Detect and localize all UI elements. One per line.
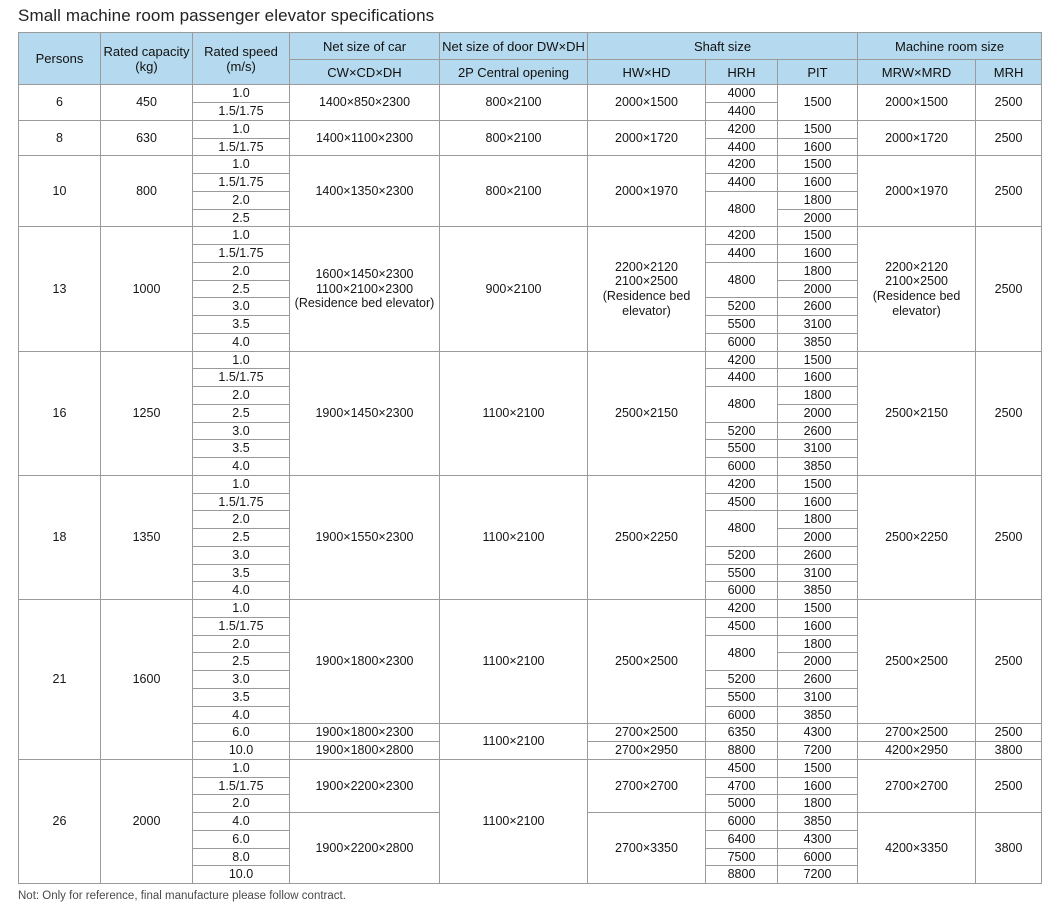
table-row <box>19 600 1042 618</box>
page-title: Small machine room passenger elevator specifications <box>18 6 435 25</box>
cell-rated-speed: 3.5 <box>193 316 290 334</box>
cell-shaft-pit: 2000 <box>778 404 858 422</box>
cell-shaft-pit: 1600 <box>778 138 858 156</box>
table-container <box>0 32 1059 884</box>
cell-rated-capacity: 800 <box>101 156 193 227</box>
cell-mrw-mrd: 2000×1970 <box>858 156 976 227</box>
cell-shaft-hrh: 8800 <box>706 866 778 884</box>
cell-persons: 10 <box>19 156 101 227</box>
cell-net-size-of-door: 900×2100 <box>440 227 588 351</box>
cell-net-size-of-door: 1100×2100 <box>440 724 588 760</box>
cell-mrw-mrd: 2500×2250 <box>858 475 976 599</box>
cell-shaft-pit: 1500 <box>778 351 858 369</box>
cell-shaft-pit: 1500 <box>778 156 858 174</box>
cell-shaft-pit: 1500 <box>778 120 858 138</box>
cell-shaft-hrh: 4200 <box>706 351 778 369</box>
cell-persons: 26 <box>19 759 101 883</box>
cell-shaft-pit: 2000 <box>778 280 858 298</box>
cell-mrh: 3800 <box>976 742 1042 760</box>
cell-mrw-mrd-line: 2100×2500 <box>885 274 948 289</box>
cell-rated-speed: 1.0 <box>193 475 290 493</box>
cell-rated-capacity: 1600 <box>101 600 193 760</box>
cell-shaft-hrh: 4200 <box>706 600 778 618</box>
cell-shaft-hrh: 4200 <box>706 227 778 245</box>
cell-shaft-pit: 1500 <box>778 600 858 618</box>
cell-shaft-hw-hd-line: 2100×2500 <box>615 274 678 289</box>
cell-shaft-hrh: 6000 <box>706 706 778 724</box>
column-header-rated-speed <box>193 33 290 85</box>
table-header <box>19 33 1042 85</box>
cell-shaft-hrh: 4800 <box>706 511 778 547</box>
cell-shaft-pit: 1800 <box>778 795 858 813</box>
cell-shaft-hrh: 5500 <box>706 440 778 458</box>
cell-shaft-hw-hd-line: elevator) <box>622 303 671 318</box>
cell-mrw-mrd-line: (Residence bed <box>872 289 961 304</box>
cell-shaft-hrh: 6000 <box>706 582 778 600</box>
cell-shaft-hrh: 4400 <box>706 174 778 192</box>
cell-mrh: 2500 <box>976 475 1042 599</box>
cell-shaft-pit: 3100 <box>778 440 858 458</box>
cell-mrw-mrd: 4200×3350 <box>858 813 976 884</box>
cell-shaft-pit: 3100 <box>778 688 858 706</box>
cell-net-size-of-door: 800×2100 <box>440 120 588 156</box>
cell-shaft-hw-hd-line: (Residence bed <box>602 289 691 304</box>
cell-rated-speed: 4.0 <box>193 333 290 351</box>
cell-shaft-pit: 2000 <box>778 209 858 227</box>
cell-rated-speed: 3.5 <box>193 688 290 706</box>
elevator-specifications-table <box>18 32 1042 884</box>
cell-shaft-hrh: 4400 <box>706 245 778 263</box>
cell-net-size-of-car: 1900×1800×2800 <box>290 742 440 760</box>
cell-mrw-mrd: 2500×2150 <box>858 351 976 475</box>
cell-shaft-pit: 7200 <box>778 742 858 760</box>
cell-shaft-hrh: 4200 <box>706 475 778 493</box>
cell-shaft-pit: 1500 <box>778 759 858 777</box>
cell-shaft-hrh: 5200 <box>706 546 778 564</box>
cell-net-size-of-door: 800×2100 <box>440 85 588 121</box>
cell-shaft-hw-hd: 2500×2250 <box>588 475 706 599</box>
cell-shaft-pit: 3850 <box>778 813 858 831</box>
cell-mrh: 2500 <box>976 120 1042 156</box>
cell-rated-speed: 10.0 <box>193 742 290 760</box>
rated-capacity-label: Rated capacity <box>103 43 190 59</box>
cell-net-size-of-car-line: 1600×1450×2300 <box>315 266 414 281</box>
cell-rated-speed: 6.0 <box>193 830 290 848</box>
cell-rated-speed: 1.5/1.75 <box>193 617 290 635</box>
cell-rated-speed: 1.0 <box>193 85 290 103</box>
cell-shaft-pit: 1600 <box>778 245 858 263</box>
cell-shaft-pit: 2600 <box>778 298 858 316</box>
column-header-car-dimensions: CW×CD×DH <box>290 60 440 85</box>
cell-shaft-hrh: 6000 <box>706 333 778 351</box>
column-header-net-size-of-door: Net size of door DW×DH <box>440 33 588 60</box>
cell-rated-speed: 4.0 <box>193 706 290 724</box>
cell-mrw-mrd: 2000×1720 <box>858 120 976 156</box>
cell-shaft-hrh: 6350 <box>706 724 778 742</box>
cell-rated-speed: 1.0 <box>193 120 290 138</box>
cell-shaft-hw-hd: 2500×2150 <box>588 351 706 475</box>
cell-shaft-hrh: 5200 <box>706 422 778 440</box>
cell-persons: 6 <box>19 85 101 121</box>
cell-rated-speed: 1.0 <box>193 351 290 369</box>
table-row <box>19 120 1042 138</box>
column-header-mrw-mrd: MRW×MRD <box>858 60 976 85</box>
cell-shaft-hrh: 8800 <box>706 742 778 760</box>
cell-rated-capacity: 1000 <box>101 227 193 351</box>
cell-shaft-pit: 1500 <box>778 475 858 493</box>
cell-shaft-hrh: 6400 <box>706 830 778 848</box>
cell-mrh: 3800 <box>976 813 1042 884</box>
cell-shaft-hrh: 4800 <box>706 387 778 423</box>
cell-persons: 13 <box>19 227 101 351</box>
cell-shaft-hrh: 5500 <box>706 688 778 706</box>
cell-shaft-hrh: 5500 <box>706 564 778 582</box>
cell-shaft-hrh: 4500 <box>706 493 778 511</box>
cell-shaft-hrh: 4800 <box>706 191 778 227</box>
cell-mrh: 2500 <box>976 351 1042 475</box>
cell-net-size-of-door: 1100×2100 <box>440 759 588 883</box>
cell-mrw-mrd-line: elevator) <box>892 303 941 318</box>
cell-rated-speed: 3.0 <box>193 422 290 440</box>
table-row <box>19 156 1042 174</box>
cell-rated-speed: 2.0 <box>193 262 290 280</box>
cell-rated-speed: 2.0 <box>193 387 290 405</box>
cell-net-size-of-car: 1400×850×2300 <box>290 85 440 121</box>
cell-shaft-hw-hd: 2500×2500 <box>588 600 706 724</box>
cell-net-size-of-car-line: (Residence bed elevator) <box>294 296 435 311</box>
column-header-pit: PIT <box>778 60 858 85</box>
cell-shaft-hrh: 4500 <box>706 617 778 635</box>
cell-net-size-of-car: 1900×2200×2800 <box>290 813 440 884</box>
cell-rated-speed: 2.5 <box>193 209 290 227</box>
cell-shaft-pit: 2600 <box>778 671 858 689</box>
cell-rated-capacity: 630 <box>101 120 193 156</box>
cell-rated-speed: 3.5 <box>193 564 290 582</box>
cell-shaft-hrh: 4500 <box>706 759 778 777</box>
cell-rated-speed: 1.5/1.75 <box>193 777 290 795</box>
cell-mrw-mrd: 4200×2950 <box>858 742 976 760</box>
cell-shaft-hw-hd: 2000×1500 <box>588 85 706 121</box>
cell-rated-speed: 2.5 <box>193 653 290 671</box>
table-footnote: Not: Only for reference, final manufacture please follow contract. <box>18 890 346 902</box>
cell-rated-speed: 2.5 <box>193 404 290 422</box>
cell-shaft-pit: 2000 <box>778 529 858 547</box>
table-row <box>19 475 1042 493</box>
cell-persons: 18 <box>19 475 101 599</box>
cell-shaft-pit: 1600 <box>778 617 858 635</box>
cell-rated-speed: 4.0 <box>193 813 290 831</box>
cell-shaft-pit: 1600 <box>778 777 858 795</box>
cell-shaft-hw-hd: 2700×2950 <box>588 742 706 760</box>
column-header-door-opening-type: 2P Central opening <box>440 60 588 85</box>
cell-rated-capacity: 450 <box>101 85 193 121</box>
cell-shaft-hw-hd: 2000×1970 <box>588 156 706 227</box>
cell-mrh: 2500 <box>976 724 1042 742</box>
cell-rated-speed: 2.0 <box>193 635 290 653</box>
cell-shaft-pit: 3850 <box>778 333 858 351</box>
cell-shaft-hrh: 4800 <box>706 635 778 671</box>
cell-net-size-of-car: 1400×1100×2300 <box>290 120 440 156</box>
cell-rated-speed: 2.5 <box>193 280 290 298</box>
table-row <box>19 351 1042 369</box>
cell-net-size-of-door: 800×2100 <box>440 156 588 227</box>
cell-shaft-hw-hd-line: 2200×2120 <box>615 259 678 274</box>
table-body <box>19 85 1042 884</box>
column-header-rated-capacity <box>101 33 193 85</box>
cell-rated-speed: 3.5 <box>193 440 290 458</box>
cell-shaft-hrh: 5200 <box>706 671 778 689</box>
cell-rated-speed: 1.5/1.75 <box>193 369 290 387</box>
cell-shaft-hrh: 4200 <box>706 120 778 138</box>
cell-rated-speed: 3.0 <box>193 546 290 564</box>
cell-shaft-hrh: 4400 <box>706 369 778 387</box>
cell-shaft-hw-hd <box>588 227 706 351</box>
cell-rated-speed: 1.5/1.75 <box>193 174 290 192</box>
cell-shaft-pit: 3850 <box>778 582 858 600</box>
cell-shaft-hrh: 4800 <box>706 262 778 298</box>
rated-speed-label: Rated speed <box>204 43 278 59</box>
rated-capacity-unit: (kg) <box>135 58 158 74</box>
cell-shaft-pit: 1600 <box>778 369 858 387</box>
cell-rated-speed: 10.0 <box>193 866 290 884</box>
cell-mrh: 2500 <box>976 600 1042 724</box>
cell-shaft-pit: 1800 <box>778 387 858 405</box>
cell-rated-speed: 1.0 <box>193 759 290 777</box>
cell-net-size-of-car-line: 1100×2100×2300 <box>315 281 414 296</box>
cell-rated-speed: 3.0 <box>193 298 290 316</box>
cell-mrw-mrd: 2000×1500 <box>858 85 976 121</box>
cell-shaft-hrh: 4400 <box>706 103 778 121</box>
cell-shaft-pit: 1800 <box>778 511 858 529</box>
cell-persons: 16 <box>19 351 101 475</box>
column-header-net-size-of-car: Net size of car <box>290 33 440 60</box>
cell-shaft-hw-hd: 2700×2500 <box>588 724 706 742</box>
cell-shaft-hrh: 6000 <box>706 813 778 831</box>
cell-mrw-mrd <box>858 227 976 351</box>
cell-shaft-pit: 3850 <box>778 706 858 724</box>
cell-rated-speed: 6.0 <box>193 724 290 742</box>
cell-shaft-pit: 1600 <box>778 493 858 511</box>
cell-shaft-hw-hd: 2700×2700 <box>588 759 706 812</box>
cell-shaft-hrh: 7500 <box>706 848 778 866</box>
cell-shaft-hrh: 4200 <box>706 156 778 174</box>
cell-rated-speed: 2.0 <box>193 511 290 529</box>
column-header-machine-room-size: Machine room size <box>858 33 1042 60</box>
cell-rated-speed: 4.0 <box>193 582 290 600</box>
cell-mrw-mrd: 2700×2700 <box>858 759 976 812</box>
cell-rated-speed: 1.0 <box>193 227 290 245</box>
cell-mrh: 2500 <box>976 227 1042 351</box>
cell-shaft-hrh: 5200 <box>706 298 778 316</box>
cell-net-size-of-car: 1900×1550×2300 <box>290 475 440 599</box>
cell-shaft-hrh: 4000 <box>706 85 778 103</box>
cell-rated-capacity: 1250 <box>101 351 193 475</box>
header-row-primary <box>19 33 1042 60</box>
cell-net-size-of-door: 1100×2100 <box>440 600 588 724</box>
cell-rated-speed: 8.0 <box>193 848 290 866</box>
table-row <box>19 759 1042 777</box>
cell-net-size-of-car: 1900×1800×2300 <box>290 724 440 742</box>
cell-net-size-of-car: 1900×1800×2300 <box>290 600 440 724</box>
cell-mrh: 2500 <box>976 85 1042 121</box>
cell-shaft-pit: 1600 <box>778 174 858 192</box>
cell-shaft-hrh: 4400 <box>706 138 778 156</box>
cell-shaft-pit: 7200 <box>778 866 858 884</box>
cell-rated-speed: 1.5/1.75 <box>193 245 290 263</box>
cell-shaft-pit: 2600 <box>778 546 858 564</box>
table-row <box>19 85 1042 103</box>
cell-mrw-mrd: 2700×2500 <box>858 724 976 742</box>
cell-rated-speed: 1.0 <box>193 600 290 618</box>
cell-persons: 8 <box>19 120 101 156</box>
cell-mrh: 2500 <box>976 156 1042 227</box>
cell-rated-speed: 4.0 <box>193 458 290 476</box>
cell-net-size-of-car: 1900×1450×2300 <box>290 351 440 475</box>
cell-shaft-pit: 6000 <box>778 848 858 866</box>
cell-rated-speed: 2.0 <box>193 191 290 209</box>
cell-shaft-pit: 4300 <box>778 724 858 742</box>
column-header-shaft-size: Shaft size <box>588 33 858 60</box>
cell-rated-speed: 2.0 <box>193 795 290 813</box>
cell-shaft-pit: 1500 <box>778 85 858 121</box>
cell-rated-speed: 1.5/1.75 <box>193 138 290 156</box>
cell-shaft-pit: 3100 <box>778 316 858 334</box>
cell-shaft-hw-hd: 2000×1720 <box>588 120 706 156</box>
cell-rated-speed: 1.0 <box>193 156 290 174</box>
cell-shaft-hrh: 5500 <box>706 316 778 334</box>
cell-shaft-hrh: 6000 <box>706 458 778 476</box>
cell-shaft-pit: 2600 <box>778 422 858 440</box>
rated-speed-unit: (m/s) <box>226 58 256 74</box>
table-row <box>19 227 1042 245</box>
cell-shaft-pit: 1800 <box>778 635 858 653</box>
cell-shaft-pit: 2000 <box>778 653 858 671</box>
cell-rated-capacity: 2000 <box>101 759 193 883</box>
cell-net-size-of-car: 1400×1350×2300 <box>290 156 440 227</box>
cell-rated-capacity: 1350 <box>101 475 193 599</box>
cell-mrh: 2500 <box>976 759 1042 812</box>
cell-net-size-of-door: 1100×2100 <box>440 351 588 475</box>
cell-shaft-pit: 1500 <box>778 227 858 245</box>
column-header-mrh: MRH <box>976 60 1042 85</box>
cell-shaft-pit: 1800 <box>778 262 858 280</box>
column-header-persons: Persons <box>19 33 101 85</box>
cell-mrw-mrd-line: 2200×2120 <box>885 259 948 274</box>
cell-net-size-of-door: 1100×2100 <box>440 475 588 599</box>
cell-rated-speed: 1.5/1.75 <box>193 493 290 511</box>
cell-shaft-pit: 1800 <box>778 191 858 209</box>
cell-rated-speed: 1.5/1.75 <box>193 103 290 121</box>
cell-rated-speed: 3.0 <box>193 671 290 689</box>
cell-shaft-hrh: 5000 <box>706 795 778 813</box>
cell-shaft-hw-hd: 2700×3350 <box>588 813 706 884</box>
cell-mrw-mrd: 2500×2500 <box>858 600 976 724</box>
cell-shaft-pit: 3100 <box>778 564 858 582</box>
cell-rated-speed: 2.5 <box>193 529 290 547</box>
column-header-hrh: HRH <box>706 60 778 85</box>
column-header-hw-hd: HW×HD <box>588 60 706 85</box>
cell-persons: 21 <box>19 600 101 760</box>
cell-shaft-hrh: 4700 <box>706 777 778 795</box>
cell-shaft-pit: 4300 <box>778 830 858 848</box>
cell-net-size-of-car: 1900×2200×2300 <box>290 759 440 812</box>
cell-net-size-of-car <box>290 227 440 351</box>
cell-shaft-pit: 3850 <box>778 458 858 476</box>
